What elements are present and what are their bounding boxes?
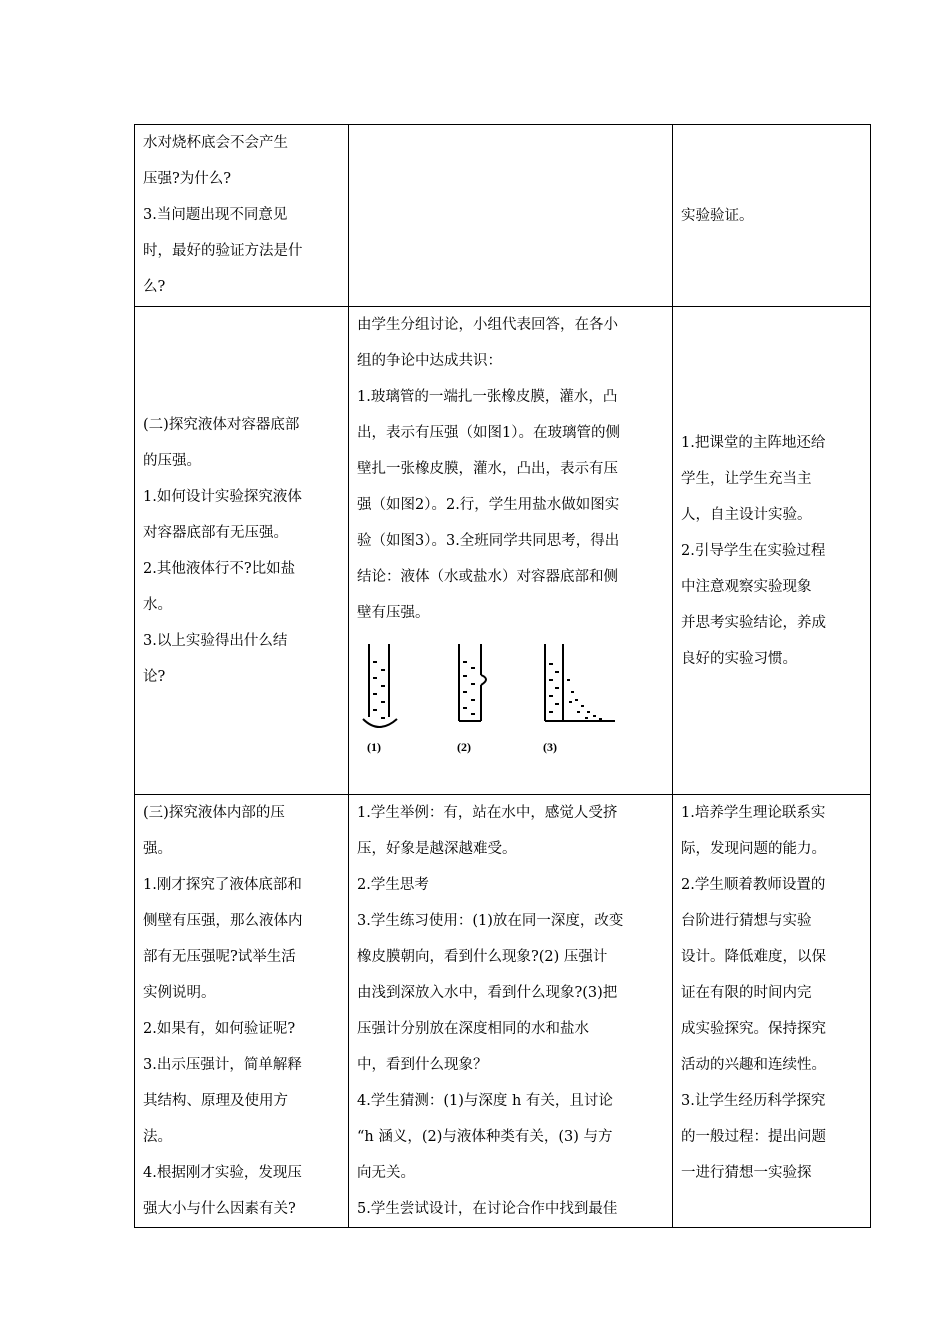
- text-line: 么?: [143, 279, 166, 295]
- question-cell: [135, 125, 349, 307]
- text-line: 并思考实验结论，养成: [681, 614, 826, 631]
- text-line: 2.其他液体行不?比如盐: [143, 560, 296, 577]
- text-line: 时，最好的验证方法是什: [143, 243, 303, 259]
- design-intent-cell: [673, 795, 871, 1228]
- text-line: 2.引导学生在实验过程: [681, 542, 826, 559]
- text-line: 水。: [143, 596, 172, 613]
- text-line: 侧壁有压强，那么液体内: [143, 913, 303, 929]
- table-row: [135, 307, 871, 795]
- text-line: 实验验证。: [681, 207, 754, 224]
- text-line: 3.学生练习使用：(1)放在同一深度，改变: [357, 913, 624, 929]
- text-line: 4.学生猜测：(1)与深度 h 有关，且讨论: [357, 1093, 613, 1109]
- text-line: 强。: [143, 841, 172, 857]
- text-line: (二)探究液体对容器底部: [143, 416, 300, 433]
- text-line: 向无关。: [357, 1165, 415, 1181]
- text-line: 5.学生尝试设计，在讨论合作中找到最佳: [357, 1201, 618, 1217]
- text-line: 出，表示有压强（如图1）。在玻璃管的侧: [357, 425, 620, 441]
- student-activity-cell: [349, 307, 673, 795]
- student-activity-cell: [349, 795, 673, 1228]
- figure-label-2: (2): [457, 740, 471, 754]
- text-line: 压强计分别放在深度相同的水和盐水: [357, 1021, 589, 1037]
- table-row: [135, 795, 871, 1228]
- text-line: 证在有限的时间内完: [681, 985, 812, 1001]
- student-activity-cell: [349, 125, 673, 307]
- design-intent-cell: [673, 307, 871, 795]
- question-cell: [135, 307, 349, 795]
- text-line: 橡皮膜朝向，看到什么现象?(2) 压强计: [357, 949, 608, 965]
- text-line: 强大小与什么因素有关?: [143, 1201, 296, 1217]
- text-line: 壁扎一张橡皮膜，灌水，凸出，表示有压: [357, 461, 618, 477]
- text-line: 其结构、原理及使用方: [143, 1093, 288, 1109]
- liquid-dashes-2: [463, 661, 475, 715]
- text-line: 1.把课堂的主阵地还给: [681, 434, 826, 451]
- text-line: 2.学生顺着教师设置的: [681, 877, 826, 893]
- text-line: 强（如图2）。2.行，学生用盐水做如图实: [357, 497, 620, 513]
- text-line: 结论：液体（水或盐水）对容器底部和侧: [357, 569, 618, 585]
- text-line: 压强?为什么?: [143, 171, 232, 187]
- design-intent-cell: [673, 125, 871, 307]
- text-line: 活动的兴趣和连续性。: [681, 1057, 826, 1073]
- text-line: “h 涵义，(2)与液体种类有关，(3) 与方: [357, 1129, 613, 1145]
- text-line: 中注意观察实验现象: [681, 578, 812, 595]
- lesson-plan-table: [134, 124, 871, 1228]
- text-line: 良好的实验习惯。: [681, 650, 797, 667]
- text-line: 部有无压强呢?试举生活: [143, 949, 296, 965]
- text-line: 1.学生举例：有，站在水中，感觉人受挤: [357, 805, 618, 821]
- text-line: 2.学生思考: [357, 877, 429, 893]
- text-line: 3.当问题出现不同意见: [143, 207, 288, 223]
- tube-1-illustration: [363, 644, 397, 727]
- text-line: 1.玻璃管的一端扎一张橡皮膜，灌水，凸: [357, 389, 618, 405]
- text-line: 设计。降低难度，以保: [681, 949, 826, 965]
- figure-label-1: (1): [367, 740, 381, 754]
- text-line: 中，看到什么现象？: [357, 1057, 488, 1073]
- text-line: 4.根据刚才实验，发现压: [143, 1165, 302, 1181]
- table-row: [135, 125, 871, 307]
- text-line: 对容器底部有无压强。: [143, 524, 288, 541]
- text-line: 由浅到深放入水中，看到什么现象?(3)把: [357, 985, 618, 1001]
- text-line: 水对烧杯底会不会产生: [143, 135, 288, 151]
- text-line: 验（如图3）。3.全班同学共同思考，得出: [357, 533, 620, 549]
- liquid-dashes-3: [549, 663, 602, 720]
- text-line: 2.如果有，如何验证呢?: [143, 1021, 296, 1037]
- text-line: 压，好象是越深越难受。: [357, 841, 517, 857]
- text-line: 1.刚才探究了液体底部和: [143, 877, 302, 893]
- text-line: 3.出示压强计，简单解释: [143, 1057, 302, 1073]
- text-line: 组的争论中达成共识：: [357, 353, 502, 369]
- text-line: 的一般过程：提出问题: [681, 1129, 826, 1145]
- text-line: 人，自主设计实验。: [681, 506, 812, 523]
- question-cell: [135, 795, 349, 1228]
- text-line: 壁有压强。: [357, 605, 430, 621]
- text-line: 际，发现问题的能力。: [681, 841, 826, 857]
- text-line: 1.如何设计实验探究液体: [143, 488, 302, 505]
- text-line: 1.培养学生理论联系实: [681, 805, 826, 821]
- figure-label-3: (3): [543, 740, 557, 754]
- tube-2-illustration: [459, 644, 486, 721]
- text-line: 法。: [143, 1129, 172, 1145]
- text-line: 3.以上实验得出什么结: [143, 632, 288, 649]
- text-line: 一进行猜想一实验探: [681, 1165, 812, 1181]
- text-line: 3.让学生经历科学探究: [681, 1093, 826, 1109]
- text-line: 实例说明。: [143, 985, 216, 1001]
- text-line: 的压强。: [143, 452, 201, 469]
- tube-3-illustration: [545, 644, 615, 721]
- text-line: 成实验探究。保持探究: [681, 1021, 826, 1037]
- text-line: 台阶进行猜想与实验: [681, 913, 812, 929]
- experiment-figure: [357, 639, 627, 759]
- text-line: 论?: [143, 668, 166, 685]
- text-line: 学生，让学生充当主: [681, 470, 812, 487]
- text-line: 由学生分组讨论，小组代表回答，在各小: [357, 317, 618, 333]
- text-line: (三)探究液体内部的压: [143, 805, 285, 821]
- liquid-dashes-1: [373, 661, 385, 719]
